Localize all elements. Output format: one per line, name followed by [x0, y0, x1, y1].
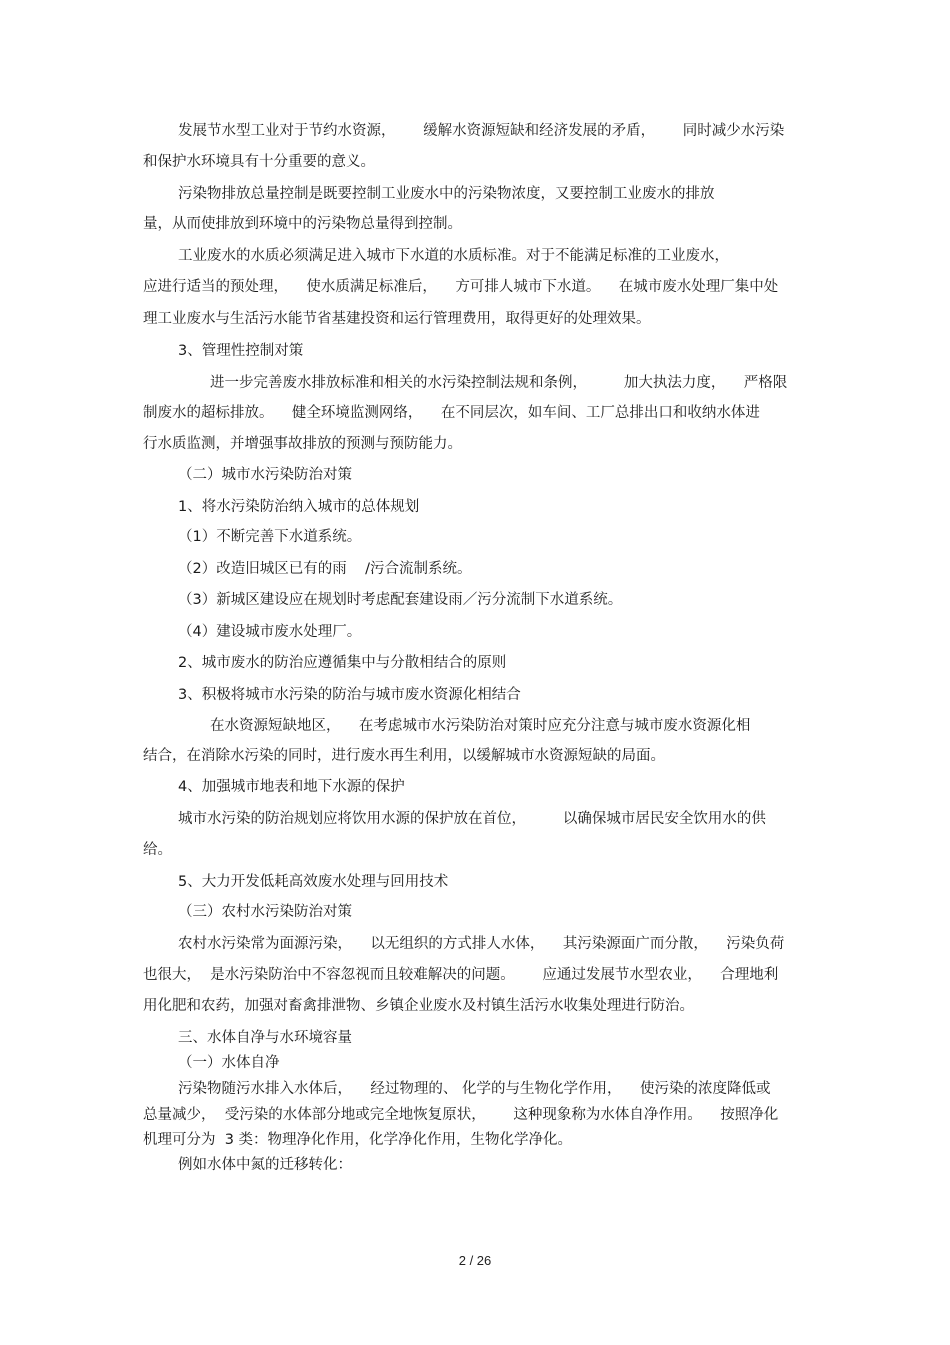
text-line: 农村水污染常为面源污染， 以无组织的方式排人水体， 其污染源面广而分散， 污染负荷 — [178, 936, 785, 952]
section-heading: 1、将水污染防治纳入城市的总体规划 — [178, 499, 420, 515]
text-line: 工业废水的水质必须满足进入城市下水道的水质标准。对于不能满足标准的工业废水， — [178, 248, 729, 264]
text-line: 行水质监测，并增强事故排放的预测与预防能力。 — [143, 436, 462, 452]
text-line: 污染物排放总量控制是既要控制工业废水中的污染物浓度，又要控制工业废水的排放 — [178, 186, 715, 202]
section-heading: 3、管理性控制对策 — [178, 343, 304, 359]
text-line: 理工业废水与生活污水能节省基建投资和运行管理费用，取得更好的处理效果。 — [143, 311, 651, 327]
list-item: （2）改造旧城区已有的雨 /污合流制系统。 — [178, 561, 472, 577]
text-line: 机理可分为 3 类：物理净化作用，化学净化作用，生物化学净化。 — [143, 1132, 573, 1148]
text-line: 进一步完善废水排放标准和相关的水污染控制法规和条例， 加大执法力度， 严格限 — [210, 375, 788, 391]
text-line: 城市水污染的防治规划应将饮用水源的保护放在首位， 以确保城市居民安全饮用水的供 — [178, 811, 766, 827]
section-heading: （一）水体自净 — [178, 1055, 280, 1071]
text-line: 在水资源短缺地区， 在考虑城市水污染防治对策时应充分注意与城市废水资源化相 — [210, 718, 751, 734]
text-line: 也很大， 是水污染防治中不容忽视而且较难解决的问题。 应通过发展节水型农业， 合理地利 — [143, 967, 779, 983]
list-item: （3）新城区建设应在规划时考虑配套建设雨／污分流制下水道系统。 — [178, 592, 623, 608]
list-item: （1）不断完善下水道系统。 — [178, 529, 362, 545]
section-heading: 3、积极将城市水污染的防治与城市废水资源化相结合 — [178, 687, 521, 703]
text-line: 应进行适当的预处理， 使水质满足标准后， 方可排人城市下水道。 在城市废水处理厂集中处 — [143, 279, 779, 295]
text-line: 结合，在消除水污染的同时，进行废水再生利用，以缓解城市水资源短缺的局面。 — [143, 748, 665, 764]
section-heading: 三、水体自净与水环境容量 — [178, 1030, 352, 1046]
section-heading: （二）城市水污染防治对策 — [178, 467, 352, 483]
section-heading: 2、城市废水的防治应遵循集中与分散相结合的原则 — [178, 655, 507, 671]
list-item: （4）建设城市废水处理厂。 — [178, 624, 362, 640]
text-line: 总量减少， 受污染的水体部分地或完全地恢复原状， 这种现象称为水体自净作用。 按照净化 — [143, 1107, 779, 1123]
section-heading: （三）农村水污染防治对策 — [178, 904, 352, 920]
text-line: 和保护水环境具有十分重要的意义。 — [143, 154, 375, 170]
text-line: 污染物随污水排入水体后， 经过物理的、 化学的与生物化学作用， 使污染的浓度降低或 — [178, 1081, 771, 1097]
section-heading: 5、大力开发低耗高效废水处理与回用技术 — [178, 874, 449, 890]
text-line: 例如水体中氮的迁移转化： — [178, 1157, 352, 1173]
page-number: 2 / 26 — [458, 1253, 492, 1268]
text-line: 制废水的超标排放。 健全环境监测网络， 在不同层次，如车间、工厂总排出口和收纳水体进 — [143, 405, 760, 421]
section-heading: 4、加强城市地表和地下水源的保护 — [178, 779, 405, 795]
text-line: 发展节水型工业对于节约水资源， 缓解水资源短缺和经济发展的矛盾， 同时减少水污染 — [178, 123, 785, 139]
text-line: 量，从而使排放到环境中的污染物总量得到控制。 — [143, 216, 462, 232]
text-line: 用化肥和农药，加强对畜禽排泄物、乡镇企业废水及村镇生活污水收集处理进行防治。 — [143, 998, 694, 1014]
text-line: 给。 — [143, 842, 172, 858]
